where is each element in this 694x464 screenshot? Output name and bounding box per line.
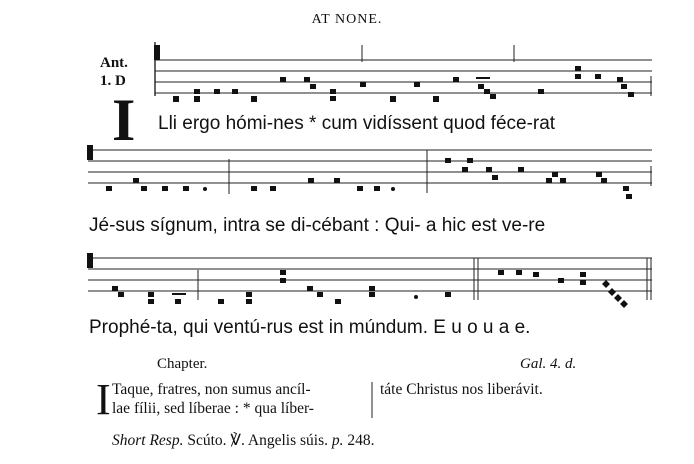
do-clef [87, 253, 93, 268]
do-clef [87, 145, 93, 160]
page-label: p. [331, 432, 344, 449]
lyric-line-1: Lli ergo hómi-nes * cum vidíssent quod féce-rat [158, 113, 556, 134]
chapter-label: Chapter. [157, 356, 208, 372]
do-clef [154, 45, 160, 60]
antiphon-label: Ant. [100, 55, 128, 71]
page-number: 248. [347, 432, 375, 449]
short-responsory [112, 431, 375, 450]
short-resp-text: Scúto. [187, 432, 227, 449]
mode-label: 1. D [100, 73, 126, 89]
chapter-text-line-2: lae fílii, sed líberae : * qua líber- [112, 400, 314, 417]
versicle-sign: ℣. [230, 432, 245, 449]
short-resp-label: Short Resp. [112, 432, 184, 449]
chapter-reference: Gal. 4. d. [520, 356, 577, 372]
lyric-line-2: Jé-sus sígnum, intra se di-cébant : Qui- a hic est ve-re [89, 215, 546, 236]
lyric-line-3: Prophé-ta, qui ventú-rus est in múndum. E u o u a e. [89, 317, 531, 338]
versicle-text: Angelis súis. [247, 432, 329, 449]
antiphon-initial: I [112, 87, 136, 153]
page-title: AT NONE. [311, 12, 383, 27]
staff-2 [88, 150, 652, 194]
chapter-initial: I [96, 375, 111, 424]
chapter-text-line-1: Taque, fratres, non sumus ancíl- [112, 381, 311, 398]
chapter-text-col2-line-1: táte Christus nos liberávit. [380, 381, 543, 398]
